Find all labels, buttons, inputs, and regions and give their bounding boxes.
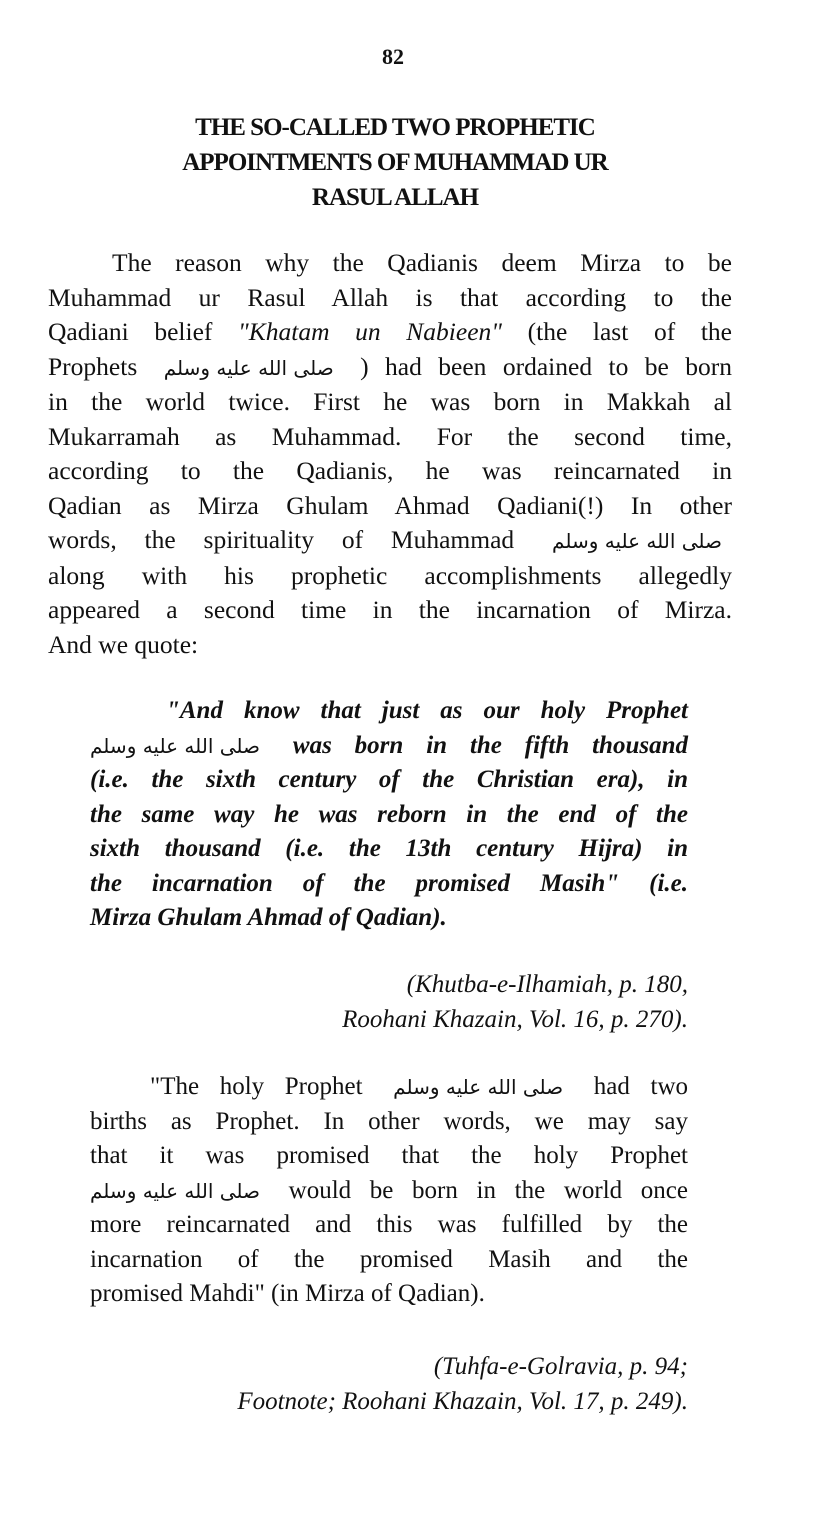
block-quote-1	[90, 694, 688, 936]
text-line: Mukarramah as Muhammad. For the second time,	[48, 421, 732, 451]
text-fragment: was born in the fifth thousand	[292, 731, 688, 759]
title-line: THE SO-CALLED TWO PROPHETIC	[195, 114, 595, 141]
quote-line: "And know that just as our holy Prophet	[166, 697, 688, 724]
quote-line: (i.e. the sixth century of the Christian era), in	[90, 766, 688, 793]
quote-line: Mirza Ghulam Ahmad of Qadian).	[90, 904, 447, 931]
text-line: Muhammad ur Rasul Allah is that according to the	[48, 282, 732, 312]
page-number: 82	[382, 44, 404, 69]
quote-line: more reincarnated and this was fulfilled by the	[90, 1211, 688, 1238]
quote-line: the same way he was reborn in the end of the	[90, 800, 688, 828]
text-fragment: Prophets	[48, 351, 138, 381]
text-fragment: words, the spirituality of Muhammad	[48, 525, 515, 554]
title-line: APPOINTMENTS OF MUHAMMAD UR	[182, 149, 608, 176]
quote-line: births as Prophet. In other words, we may say	[90, 1107, 688, 1135]
text-line: appeared a second time in the incarnation of Mirza.	[48, 595, 732, 624]
quote-line	[90, 729, 688, 764]
quote-line	[90, 1174, 688, 1209]
quote-line: the incarnation of the promised Masih" (i.e.	[90, 869, 688, 897]
text-line: And we quote:	[48, 629, 199, 659]
citation-1	[168, 968, 688, 1037]
citation-line: (Tuhfa-e-Golravia, p. 94;	[433, 1353, 688, 1380]
text-fragment: ) had been ordained to be born	[360, 351, 733, 381]
arabic-salutation: صلى الله عليه وسلم	[393, 1075, 564, 1099]
quote-line: incarnation of the promised Masih and the	[90, 1245, 688, 1273]
text-line: according to the Qadianis, he was reincarnated in	[48, 456, 732, 485]
arabic-salutation: صلى الله عليه وسلم	[552, 529, 723, 553]
title-line: RASUL ALLAH	[311, 184, 479, 211]
text-line: Qadian as Mirza Ghulam Ahmad Qadiani(!) In other	[48, 490, 732, 520]
block-quote-2	[90, 1070, 688, 1312]
citation-2	[168, 1350, 688, 1419]
text-fragment: would be born in the world once	[288, 1176, 688, 1204]
text-fragment: had two	[593, 1073, 688, 1100]
arabic-salutation: صلى الله عليه وسلم	[90, 1178, 260, 1203]
arabic-salutation: صلى الله عليه وسلم	[90, 733, 260, 758]
quote-line: sixth thousand (i.e. the 13th century Hijra) in	[90, 835, 688, 862]
emphasized-term: "Khatam un Nabieen"	[238, 317, 502, 346]
text-fragment: "The holy Prophet	[150, 1073, 363, 1100]
citation-line: Roohani Khazain, Vol. 16, p. 270).	[342, 1005, 688, 1033]
text-fragment: (the last of the	[501, 317, 732, 346]
arabic-salutation: صلى الله عليه وسلم	[163, 355, 334, 380]
citation-line: (Khutba-e-Ilhamiah, p. 180,	[406, 971, 688, 998]
quote-line: that it was promised that the holy Prophet	[90, 1142, 688, 1169]
quote-line	[90, 1070, 688, 1105]
quote-line: promised Mahdi" (in Mirza of Qadian).	[90, 1280, 485, 1307]
text-line: in the world twice. First he was born in Makkah al	[48, 387, 732, 416]
intro-paragraph	[48, 246, 732, 662]
chapter-title	[100, 110, 690, 215]
text-fragment: Qadiani belief	[48, 317, 239, 346]
text-line	[48, 315, 732, 350]
citation-line: Footnote; Roohani Khazain, Vol. 17, p. 249).	[237, 1387, 688, 1415]
text-line: The reason why the Qadianis deem Mirza to be	[112, 248, 732, 277]
text-line: along with his prophetic accomplishments allegedly	[48, 560, 732, 590]
text-line	[48, 523, 732, 559]
text-line	[48, 350, 732, 386]
